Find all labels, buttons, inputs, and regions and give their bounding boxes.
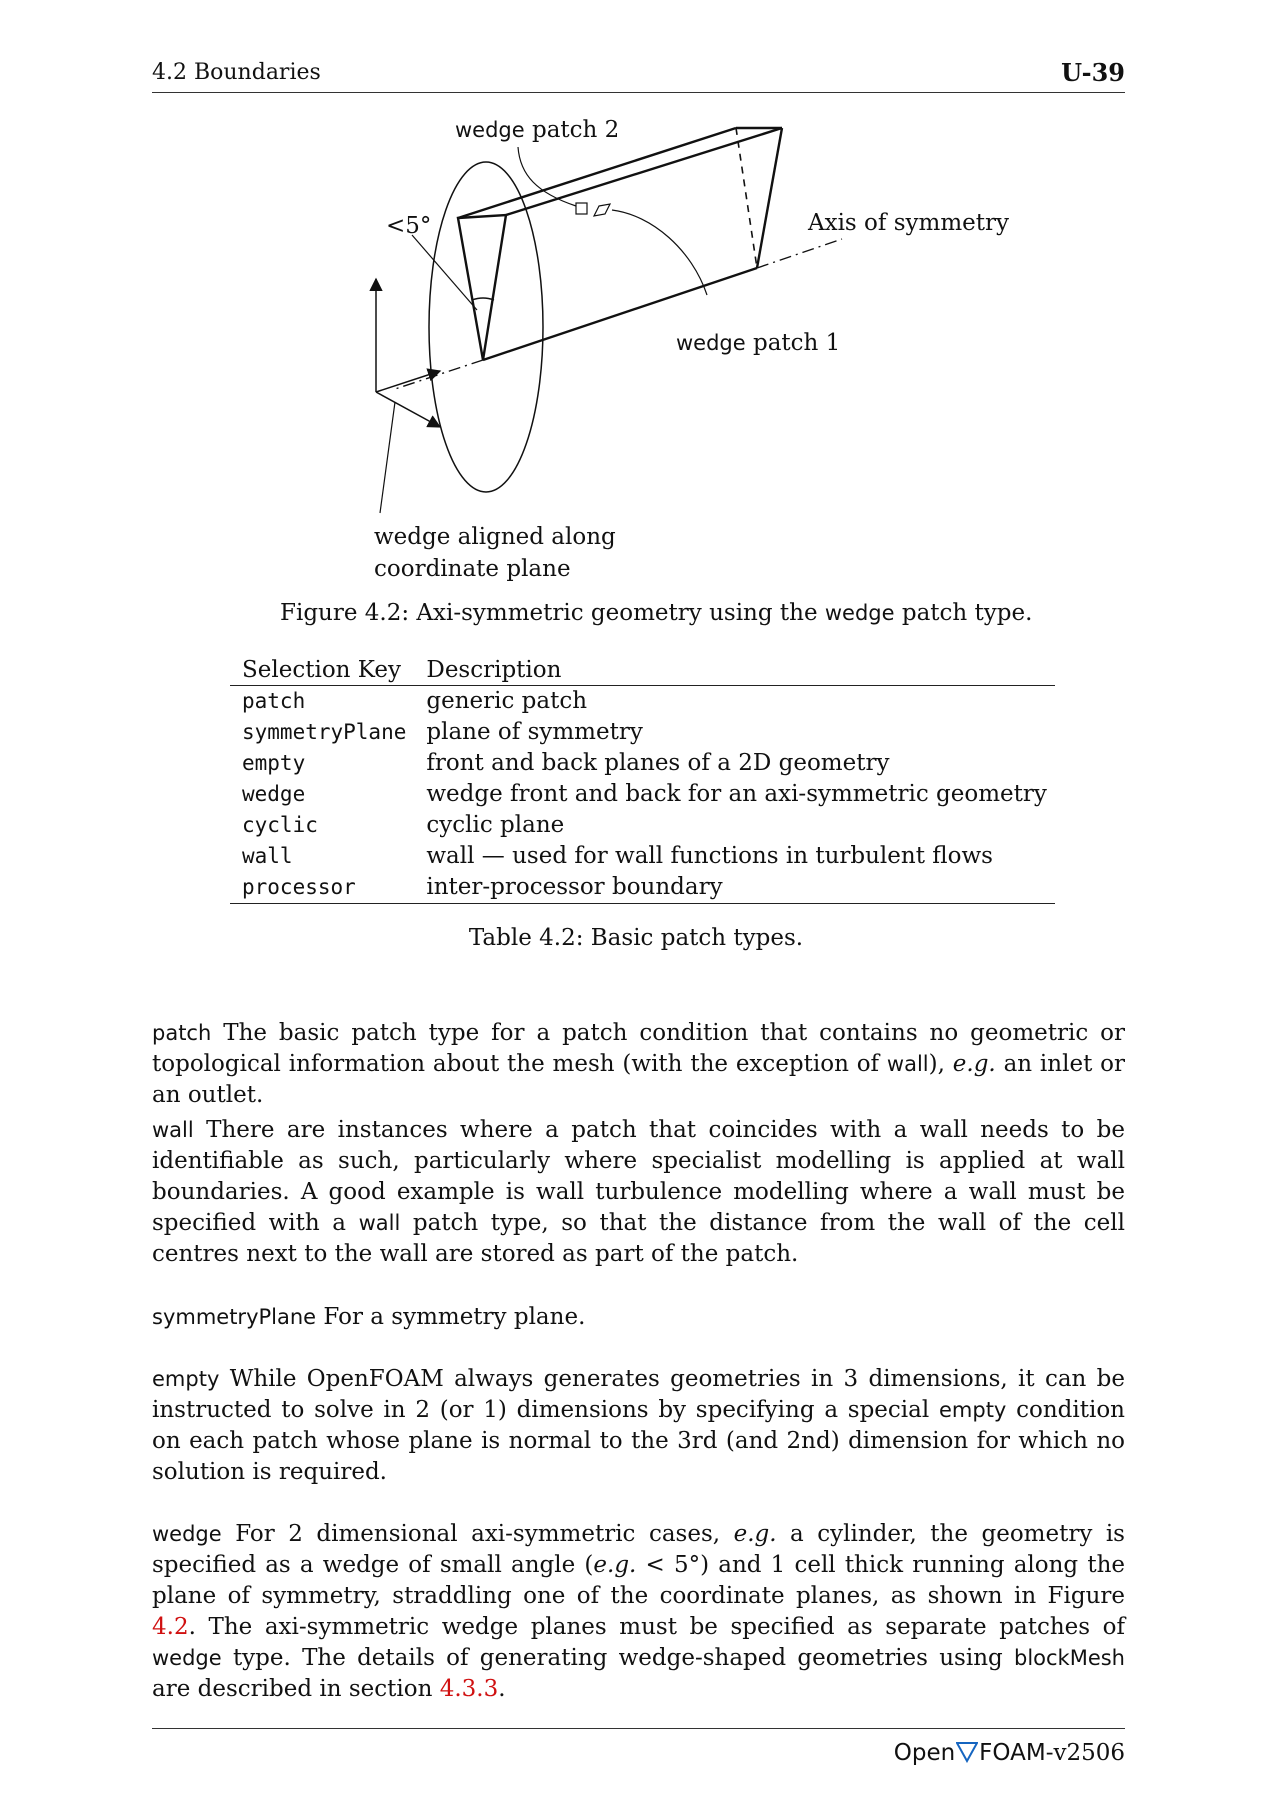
- row-key: empty: [242, 751, 306, 775]
- brand-open: Open: [893, 1740, 956, 1766]
- entry-symmetry-plane: [152, 1302, 1125, 1333]
- label-wedge-patch-1: [676, 330, 840, 356]
- row-description: wedge front and back for an axi-symmetric geometry: [426, 781, 1047, 807]
- section-ref-link[interactable]: 4.3.3: [439, 1676, 499, 1702]
- figure-caption-suffix: patch type.: [894, 600, 1033, 626]
- entry-empty: [152, 1364, 1125, 1488]
- row-key: wall: [242, 844, 293, 868]
- brand-foam: FOAM: [979, 1740, 1046, 1766]
- angle-arc: [472, 298, 494, 300]
- entry-kw: wall: [358, 1211, 401, 1235]
- table-header-row: [230, 655, 1055, 686]
- nabla-icon: [956, 1741, 978, 1763]
- patch1-marker: [594, 204, 610, 216]
- entry-wall: [152, 1115, 1125, 1270]
- table-row: [230, 779, 1055, 810]
- row-key: processor: [230, 872, 414, 904]
- entry-text: While OpenFOAM always generates geometries in 3 dimensions, it can be instructed to solve in 2 (or 1) dimensions by specifying a special: [152, 1366, 1125, 1423]
- entry-text: For a symmetry plane.: [323, 1304, 586, 1330]
- label-wedge-patch-2-rest: patch 2: [524, 117, 620, 143]
- entry-kw: blockMesh: [1013, 1646, 1125, 1670]
- entry-text: < 5°) and 1 cell thick running along the plane of symmetry, straddling one of the coordinate planes, as shown in Figure: [152, 1552, 1125, 1609]
- row-key: patch: [242, 689, 306, 713]
- row-description: wall — used for wall functions in turbulent flows: [426, 843, 993, 869]
- row-key: symmetryPlane: [242, 720, 407, 744]
- entry-text: are described in section: [152, 1676, 440, 1702]
- label-aligned-line-2: coordinate plane: [374, 556, 571, 582]
- entry-kw: empty: [938, 1398, 1007, 1422]
- figure-caption: [280, 600, 1032, 626]
- entry-term-wall: wall: [152, 1118, 194, 1142]
- figure-caption-prefix: Figure 4.2: Axi-symmetric geometry using the: [280, 600, 825, 626]
- table-row: [230, 841, 1055, 872]
- row-description: generic patch: [426, 688, 588, 714]
- entry-text: patch type, so that the distance from the wall of the cell centres next to the wall are stored as part of the patch.: [152, 1210, 1126, 1267]
- entry-term-patch: patch: [152, 1021, 212, 1045]
- patch2-marker: [576, 203, 587, 214]
- entry-eg: e.g.: [593, 1552, 637, 1578]
- table-row: [230, 748, 1055, 779]
- entry-text: ),: [928, 1051, 953, 1077]
- row-description: inter-processor boundary: [414, 872, 1054, 904]
- row-description: cyclic plane: [426, 812, 565, 838]
- patch-types-table: [230, 655, 1055, 904]
- entry-kw: wall: [886, 1052, 929, 1076]
- patch2-leader: [518, 147, 576, 206]
- entry-eg: e.g.: [733, 1521, 777, 1547]
- entry-kw: wedge: [152, 1646, 222, 1670]
- column-header-description: Description: [414, 655, 1054, 686]
- footer-brand: [894, 1740, 1125, 1766]
- entry-wedge: [152, 1519, 1125, 1705]
- wedge-far-right: [757, 128, 782, 268]
- figure-caption-kw: wedge: [824, 601, 895, 625]
- column-header-key: Selection Key: [230, 655, 414, 686]
- label-wedge-patch-2-kw: wedge: [455, 118, 525, 142]
- entry-eg: e.g.: [952, 1051, 996, 1077]
- entry-text: For 2 dimensional axi-symmetric cases,: [235, 1521, 734, 1547]
- row-description: front and back planes of a 2D geometry: [426, 750, 890, 776]
- symmetry-axis: [392, 360, 483, 390]
- label-aligned-line-1: wedge aligned along: [374, 524, 616, 550]
- entry-text: an inlet or an outlet.: [152, 1051, 1125, 1108]
- aligned-leader: [380, 402, 395, 513]
- wedge-geometry-figure: [352, 115, 1012, 590]
- table-row: [230, 872, 1055, 904]
- section-header: 4.2 Boundaries: [152, 60, 321, 85]
- label-axis-of-symmetry: Axis of symmetry: [808, 210, 1009, 236]
- footer-rule: [152, 1728, 1125, 1729]
- label-wedge-patch-1-kw: wedge: [676, 331, 746, 355]
- cylinder-ellipse: [429, 162, 543, 492]
- entry-patch: [152, 1018, 1125, 1111]
- entry-term-symmetry-plane: symmetryPlane: [152, 1305, 317, 1329]
- table-row: [230, 810, 1055, 841]
- coord-axis-z: [376, 392, 440, 427]
- label-wedge-patch-1-rest: patch 1: [745, 330, 841, 356]
- row-key: wedge: [242, 782, 306, 806]
- entry-text: There are instances where a patch that coincides with a wall needs to be identifiable as such, particularly where specialist modelling is applied at wall boundaries. A good example is wall turbulence modelling where a wall must be specified with a: [152, 1117, 1126, 1236]
- entry-text: The basic patch type for a patch condition that contains no geometric or topological information about the mesh (with the exception of: [152, 1020, 1125, 1077]
- header-rule: [152, 92, 1125, 93]
- figure-ref-link[interactable]: 4.2: [152, 1614, 189, 1640]
- entry-term-empty: empty: [152, 1367, 220, 1391]
- label-wedge-patch-2: [455, 117, 619, 143]
- row-description: plane of symmetry: [426, 719, 643, 745]
- table-row: [230, 686, 1055, 718]
- entry-text: . The axi-symmetric wedge planes must be specified as separate patches of: [188, 1614, 1125, 1640]
- page-number: U-39: [1061, 58, 1125, 87]
- label-angle: <5°: [386, 213, 432, 239]
- patch1-leader: [612, 210, 707, 295]
- entry-text: .: [498, 1676, 506, 1702]
- table-caption: Table 4.2: Basic patch types.: [468, 925, 804, 951]
- label-aligned-plane: [374, 521, 616, 585]
- table-row: [230, 717, 1055, 748]
- wedge-far-hidden: [736, 128, 757, 268]
- symmetry-axis-far: [757, 239, 842, 268]
- entry-text: a cylinder, the geometry is specified as a wedge of small angle (: [152, 1521, 1125, 1578]
- version-label: -v2506: [1045, 1740, 1125, 1766]
- entry-term-wedge: wedge: [152, 1522, 222, 1546]
- wedge-front-face: [458, 215, 506, 360]
- row-key: cyclic: [242, 813, 318, 837]
- entry-text: condition on each patch whose plane is normal to the 3rd (and 2nd) dimension for which no solution is required.: [152, 1397, 1125, 1485]
- coord-axis-x: [376, 371, 440, 392]
- entry-text: type. The details of generating wedge-shaped geometries using: [221, 1645, 1014, 1671]
